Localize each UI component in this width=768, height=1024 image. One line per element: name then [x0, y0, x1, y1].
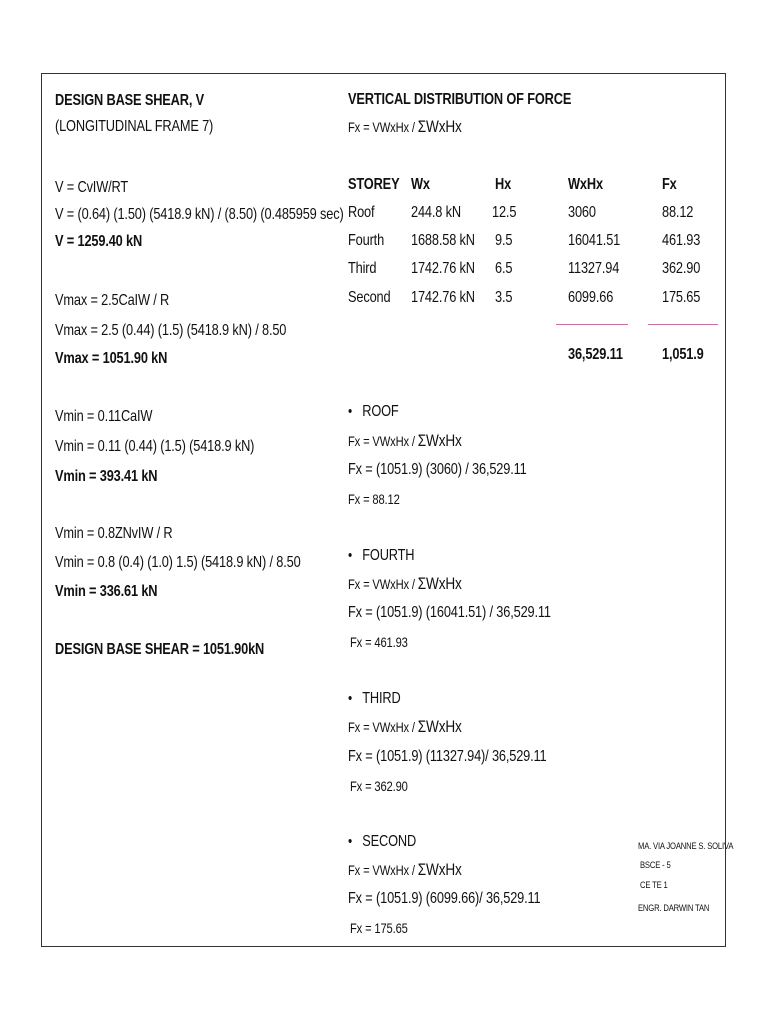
left-subheading: (LONGITUDINAL FRAME 7) [55, 118, 214, 135]
table-cell: 9.5 [495, 232, 513, 249]
table-cell: 461.93 [662, 232, 701, 249]
table-cell: 3.5 [495, 289, 513, 306]
distribution-formula: Fx = VWxHx / ƩWxHx [348, 117, 462, 136]
floor-roof-substitution: Fx = (1051.9) (3060) / 36,529.11 [348, 461, 527, 478]
table-cell: 12.5 [492, 204, 517, 221]
table-cell: 175.65 [662, 289, 701, 306]
table-cell: 1688.58 kN [411, 232, 475, 249]
col-header-storey: STOREY [348, 176, 400, 193]
bullet-icon: • [348, 833, 353, 850]
vmin1-result: Vmin = 393.41 kN [55, 468, 158, 485]
table-cell: 16041.51 [568, 232, 621, 249]
total-wxhx: 36,529.11 [568, 346, 623, 363]
floor-third-result: Fx = 362.90 [350, 778, 408, 794]
floor-roof-formula: Fx = VWxHx / ƩWxHx [348, 431, 462, 450]
left-heading: DESIGN BASE SHEAR, V [55, 92, 205, 109]
vmin2-substitution: Vmin = 0.8 (0.4) (1.0) 1.5) (5418.9 kN) / 8.50 [55, 554, 301, 571]
table-cell: 244.8 kN [411, 204, 461, 221]
col-header-wxhx: WxHx [568, 176, 603, 193]
right-heading: VERTICAL DISTRIBUTION OF FORCE [348, 91, 572, 108]
vmin1-substitution: Vmin = 0.11 (0.44) (1.5) (5418.9 kN) [55, 438, 255, 455]
col-header-hx: Hx [495, 176, 512, 193]
bullet-icon: • [348, 403, 353, 420]
col-header-wx: Wx [411, 176, 430, 193]
table-cell: 88.12 [662, 204, 694, 221]
floor-third-formula: Fx = VWxHx / ƩWxHx [348, 717, 462, 736]
design-base-shear: DESIGN BASE SHEAR = 1051.90kN [55, 641, 265, 658]
v-formula: V = CvIW/RT [55, 179, 129, 196]
bullet-icon: • [348, 690, 353, 707]
vmin1-formula: Vmin = 0.11CaIW [55, 408, 153, 425]
table-cell: Second [348, 289, 391, 306]
floor-fourth-title: • FOURTH [348, 547, 415, 564]
table-cell: Roof [348, 204, 375, 221]
table-cell: 6.5 [495, 260, 513, 277]
table-cell: 6099.66 [568, 289, 614, 306]
vmin2-formula: Vmin = 0.8ZNvIW / R [55, 525, 173, 542]
floor-fourth-formula: Fx = VWxHx / ƩWxHx [348, 574, 462, 593]
table-cell: Third [348, 260, 377, 277]
table-cell: 3060 [568, 204, 596, 221]
floor-second-result: Fx = 175.65 [350, 920, 408, 936]
table-cell: 1742.76 kN [411, 289, 475, 306]
author-name: MA. VIA JOANNE S. SOLIVA [638, 841, 734, 851]
vmax-result: Vmax = 1051.90 kN [55, 350, 168, 367]
total-fx: 1,051.9 [662, 346, 704, 363]
document-sheet [41, 73, 734, 947]
author-instructor: ENGR. DARWIN TAN [638, 903, 710, 913]
vmax-substitution: Vmax = 2.5 (0.44) (1.5) (5418.9 kN) / 8.50 [55, 322, 287, 339]
v-result: V = 1259.40 kN [55, 233, 143, 250]
table-cell: 362.90 [662, 260, 701, 277]
vmin2-result: Vmin = 336.61 kN [55, 583, 158, 600]
sum-rule-fx [648, 324, 718, 325]
author-course: BSCE - 5 [640, 860, 671, 870]
floor-second-title: • SECOND [348, 833, 417, 850]
floor-second-formula: Fx = VWxHx / ƩWxHx [348, 860, 462, 879]
table-cell: 1742.76 kN [411, 260, 475, 277]
vmax-formula: Vmax = 2.5CaIW / R [55, 292, 170, 309]
author-subject: CE TE 1 [640, 880, 668, 890]
floor-roof-result: Fx = 88.12 [348, 491, 400, 507]
floor-third-substitution: Fx = (1051.9) (11327.94)/ 36,529.11 [348, 748, 547, 765]
sum-rule-wxhx [556, 324, 628, 325]
floor-fourth-result: Fx = 461.93 [350, 634, 408, 650]
floor-roof-title: • ROOF [348, 403, 399, 420]
table-cell: Fourth [348, 232, 385, 249]
floor-third-title: • THIRD [348, 690, 401, 707]
v-substitution: V = (0.64) (1.50) (5418.9 kN) / (8.50) (0.485959 sec) [55, 206, 344, 223]
floor-fourth-substitution: Fx = (1051.9) (16041.51) / 36,529.11 [348, 604, 551, 621]
col-header-fx: Fx [662, 176, 677, 193]
bullet-icon: • [348, 547, 353, 564]
floor-second-substitution: Fx = (1051.9) (6099.66)/ 36,529.11 [348, 890, 541, 907]
table-cell: 11327.94 [568, 260, 620, 277]
